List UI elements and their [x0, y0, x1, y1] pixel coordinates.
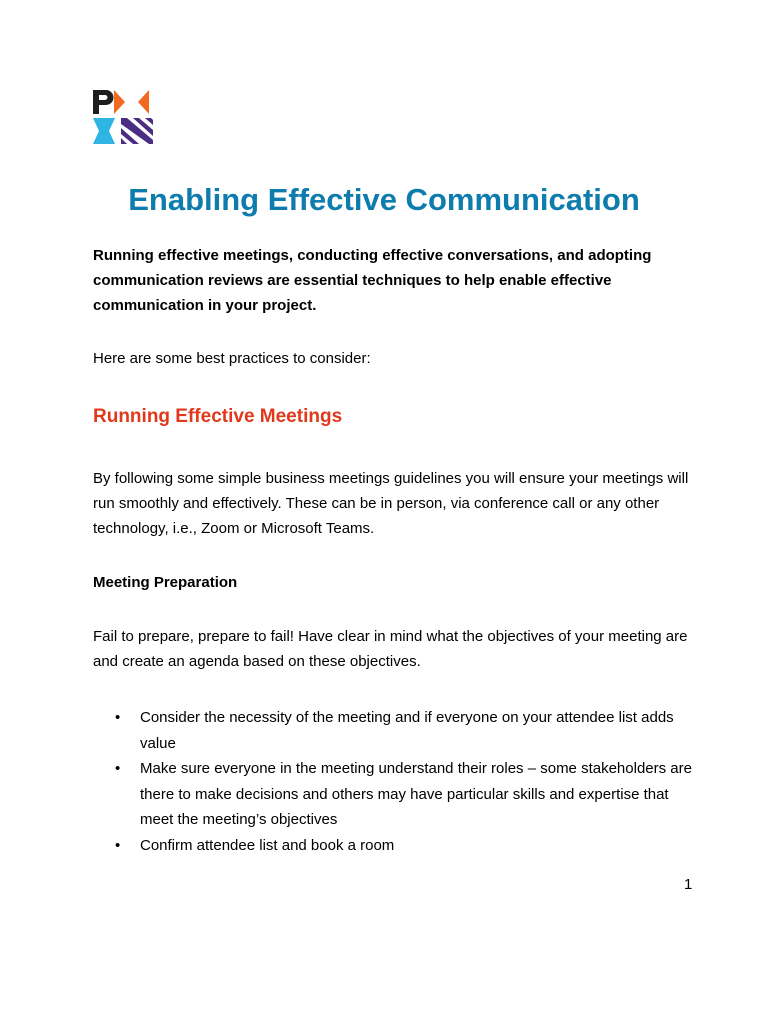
subsection-paragraph: Fail to prepare, prepare to fail! Have clear in mind what the objectives of your meeting are and create an agenda based on these objectives. — [93, 628, 688, 670]
best-practices-text: Here are some best practices to consider: — [93, 350, 371, 367]
list-item — [93, 705, 703, 756]
bullet-icon: • — [115, 836, 121, 854]
intro-paragraph: Running effective meetings, conducting effective conversations, and adopting communication reviews are essential techniques to help enable effective communication in your project. — [93, 247, 652, 314]
page-number: 1 — [684, 876, 693, 893]
page-title: Enabling Effective Communication — [128, 182, 640, 217]
bullet-list — [93, 705, 703, 858]
list-item-text: Make sure everyone in the meeting understand their roles – some stakeholders are there to make decisions and others may have particular skills and expertise that meet the meeting’s objectives — [140, 760, 692, 828]
list-item — [93, 833, 703, 859]
section-heading: Running Effective Meetings — [93, 406, 343, 427]
bullet-icon: • — [115, 709, 121, 726]
list-item — [93, 756, 703, 833]
list-item-text: Consider the necessity of the meeting and if everyone on your attendee list adds value — [140, 709, 674, 752]
pmi-logo — [93, 90, 153, 144]
bullet-icon: • — [115, 760, 121, 777]
list-item-text: Confirm attendee list and book a room — [140, 836, 395, 854]
subsection-heading: Meeting Preparation — [93, 574, 238, 591]
section-paragraph: By following some simple business meetings guidelines you will ensure your meetings will run smoothly and effectively. These can be in person, via conference call or any other technology, i.e., Zoom or Microsoft Teams. — [93, 470, 689, 537]
